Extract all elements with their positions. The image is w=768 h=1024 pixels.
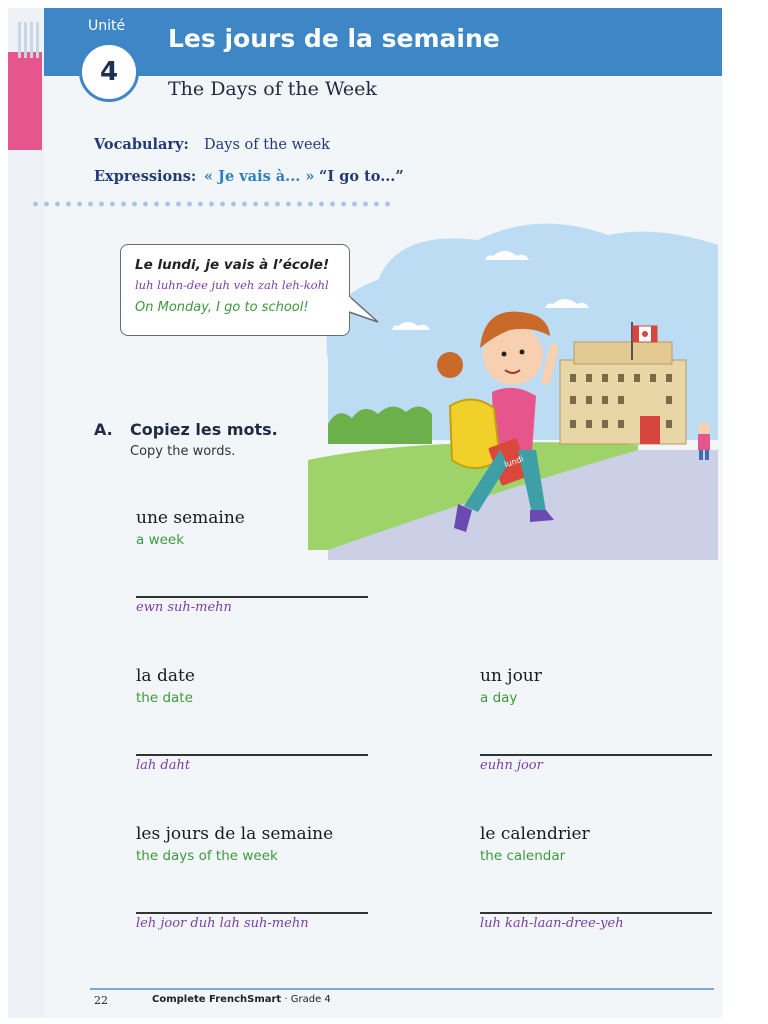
bubble-phonetic: luh luhn-dee juh veh zah leh-kohl — [135, 278, 329, 292]
writing-line[interactable] — [480, 754, 712, 756]
bubble-french-sentence: Le lundi, je vais à l’école! — [135, 257, 330, 273]
section-instruction-french: Copiez les mots. — [130, 420, 278, 439]
vocabulary-label: Vocabulary: — [94, 136, 189, 153]
writing-line[interactable] — [136, 596, 368, 598]
page-subtitle: The Days of the Week — [168, 78, 377, 100]
vocabulary-value: Days of the week — [204, 137, 330, 153]
word-phonetic: luh kah-laan-dree-yeh — [480, 916, 624, 931]
word-entry — [480, 824, 720, 864]
word-phonetic: ewn suh-mehn — [136, 600, 232, 615]
unit-color-tab — [8, 52, 42, 150]
section-instruction-english: Copy the words. — [130, 444, 236, 459]
section-letter: A. — [94, 420, 113, 439]
word-french: un jour — [480, 666, 542, 686]
unit-number-badge: 4 — [79, 42, 139, 102]
bubble-english-sentence: On Monday, I go to school! — [135, 300, 309, 315]
word-entry — [136, 824, 376, 864]
vocabulary-row — [94, 136, 330, 153]
word-english: a day — [480, 690, 518, 706]
word-phonetic: lah daht — [136, 758, 191, 773]
expression-english: “I go to...” — [319, 168, 404, 185]
bubble-tail — [348, 292, 382, 326]
word-phonetic: euhn joor — [480, 758, 543, 773]
writing-line[interactable] — [136, 754, 368, 756]
word-phonetic: leh joor duh lah suh-mehn — [136, 916, 309, 931]
unit-label: Unité — [88, 18, 126, 34]
expressions-label: Expressions: — [94, 168, 197, 185]
footer-rule — [90, 988, 714, 990]
word-french: la date — [136, 666, 195, 686]
book-name: Complete FrenchSmart — [152, 994, 282, 1005]
word-french: les jours de la semaine — [136, 824, 334, 844]
page-title: Les jours de la semaine — [168, 24, 500, 53]
book-grade: · Grade 4 — [281, 994, 331, 1005]
dotted-divider — [30, 200, 390, 208]
word-english: the date — [136, 690, 193, 706]
expression-french: « Je vais à... » — [204, 168, 315, 185]
word-english: the calendar — [480, 848, 566, 864]
page-number: 22 — [94, 994, 108, 1007]
book-label: lundi — [503, 454, 525, 470]
word-french: une semaine — [136, 508, 245, 528]
word-entry — [136, 666, 376, 706]
writing-line[interactable] — [480, 912, 712, 914]
school-building — [560, 342, 686, 444]
word-entry — [480, 666, 720, 706]
writing-line[interactable] — [136, 912, 368, 914]
page-edge — [8, 8, 44, 1018]
word-entry — [136, 508, 376, 548]
book-title — [152, 994, 331, 1005]
word-english: the days of the week — [136, 848, 278, 864]
expressions-row — [94, 168, 404, 185]
speech-bubble — [120, 244, 350, 336]
edge-stripes — [18, 22, 40, 58]
word-french: le calendrier — [480, 824, 590, 844]
word-english: a week — [136, 532, 185, 548]
